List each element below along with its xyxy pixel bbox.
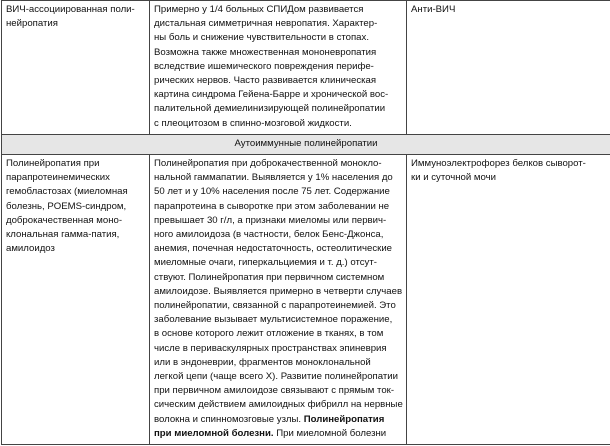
text-line: миеломные очаги, гиперкальциемия и т. д.) отсут- bbox=[154, 257, 377, 269]
table-row-hiv bbox=[2, 1, 610, 135]
text-line: легкой цепи (чаще всего Х). Развитие полинейропатии bbox=[154, 371, 398, 383]
section-header-row bbox=[2, 134, 610, 154]
text-line: вследствие ишемического повреждения перифе- bbox=[154, 60, 374, 72]
disease-cell bbox=[2, 155, 150, 445]
text-line: в основе которого лежит отложение в тканях, в том bbox=[154, 328, 384, 340]
text-line: полинейропатии, связанной с парапротеинемией. Это bbox=[154, 300, 396, 312]
text-line: Полинейропатия при доброкачественной моноклo- bbox=[154, 158, 382, 170]
text-line: нейропатия bbox=[6, 18, 58, 30]
text-line: амилоидозе. Выявляется примерно в четверти случаев bbox=[154, 285, 403, 297]
text-line: болезнь, POEMS-синдром, bbox=[6, 200, 127, 212]
text-line: Иммуноэлектрофорез белков сыворот- bbox=[411, 158, 586, 170]
text-bold: Полинейропатия bbox=[303, 413, 385, 425]
text-line-mixed bbox=[154, 413, 402, 427]
text-line: ны боль и снижение чувствительности в стопах. bbox=[154, 32, 369, 44]
table-row-paraproteinemic bbox=[2, 155, 610, 445]
text-line: парапротеина в сыворотке при этом заболевании не bbox=[154, 200, 390, 212]
text-line: превышает 30 г/л, а признаки миеломы или первич- bbox=[154, 214, 387, 226]
text-normal: При миеломной болезни bbox=[273, 427, 387, 439]
text-line: при первичном амилоидозе связывают с прямым ток- bbox=[154, 385, 395, 397]
text-line: или в эндоневрии, фрагментов моноклональной bbox=[154, 356, 371, 368]
text-line: с плеоцитозом в спинно-мозговой жидкости. bbox=[154, 117, 352, 129]
diagnostics-cell bbox=[407, 1, 610, 135]
text-line: клональная гамма-патия, bbox=[6, 229, 120, 241]
text-line: анемия, почечная недостаточность, остеолитические bbox=[154, 243, 393, 255]
text-line: ствуют. Полинейропатия при первичном системном bbox=[154, 271, 385, 283]
text-line-mixed bbox=[154, 427, 402, 441]
text-line: Примерно у 1/4 больных СПИДом развивается bbox=[154, 4, 364, 15]
text-line: Полинейропатия при bbox=[6, 158, 100, 170]
text-line: 50 лет и у 10% населения после 75 лет. Содержание bbox=[154, 186, 390, 198]
text-line: картина синдрома Гейена-Барре и хронической вос- bbox=[154, 89, 389, 101]
description-cell bbox=[150, 1, 407, 135]
text-line: числе в периваскулярных пространствах эпиневрия bbox=[154, 342, 387, 354]
text-line: доброкачественная моно- bbox=[6, 214, 123, 226]
text-bold: при миеломной болезни. bbox=[154, 427, 274, 439]
text-line: заболевание вызывает мультисистемное поражение, bbox=[154, 314, 393, 326]
text-line: нальной гаммапатии. Выявляется у 1% населения до bbox=[154, 172, 393, 184]
text-line: амилоидоз bbox=[6, 243, 55, 255]
text-line: дистальная симметричная невропатия. Характер- bbox=[154, 18, 378, 30]
diagnostics-cell bbox=[407, 155, 610, 445]
text-line: сическим действием амилоидных фибрилл на нервные bbox=[154, 399, 403, 411]
text-line: рических нервов. Часто развивается клиническая bbox=[154, 75, 377, 87]
description-cell bbox=[150, 155, 407, 445]
disease-table bbox=[1, 0, 610, 445]
text-line: палительной демиелинизирующей полинейропатии bbox=[154, 103, 386, 115]
text-line: ки и суточной мочи bbox=[411, 172, 496, 184]
text-normal: волокна и спинномозговые узлы. bbox=[154, 413, 304, 425]
text-line: Возможна также множественная мононевропатия bbox=[154, 46, 377, 58]
text-line: ВИЧ-ассоциированная поли- bbox=[6, 4, 135, 15]
section-title: Аутоиммунные полинейропатии bbox=[2, 134, 610, 154]
disease-cell bbox=[2, 1, 150, 135]
text-line: парапротеинемических bbox=[6, 172, 110, 184]
text-line: Анти-ВИЧ bbox=[411, 4, 456, 15]
text-line: ного амилоидоза (в частности, белок Бенс-Джонса, bbox=[154, 229, 384, 241]
text-line: гемобластозах (миеломная bbox=[6, 186, 128, 198]
